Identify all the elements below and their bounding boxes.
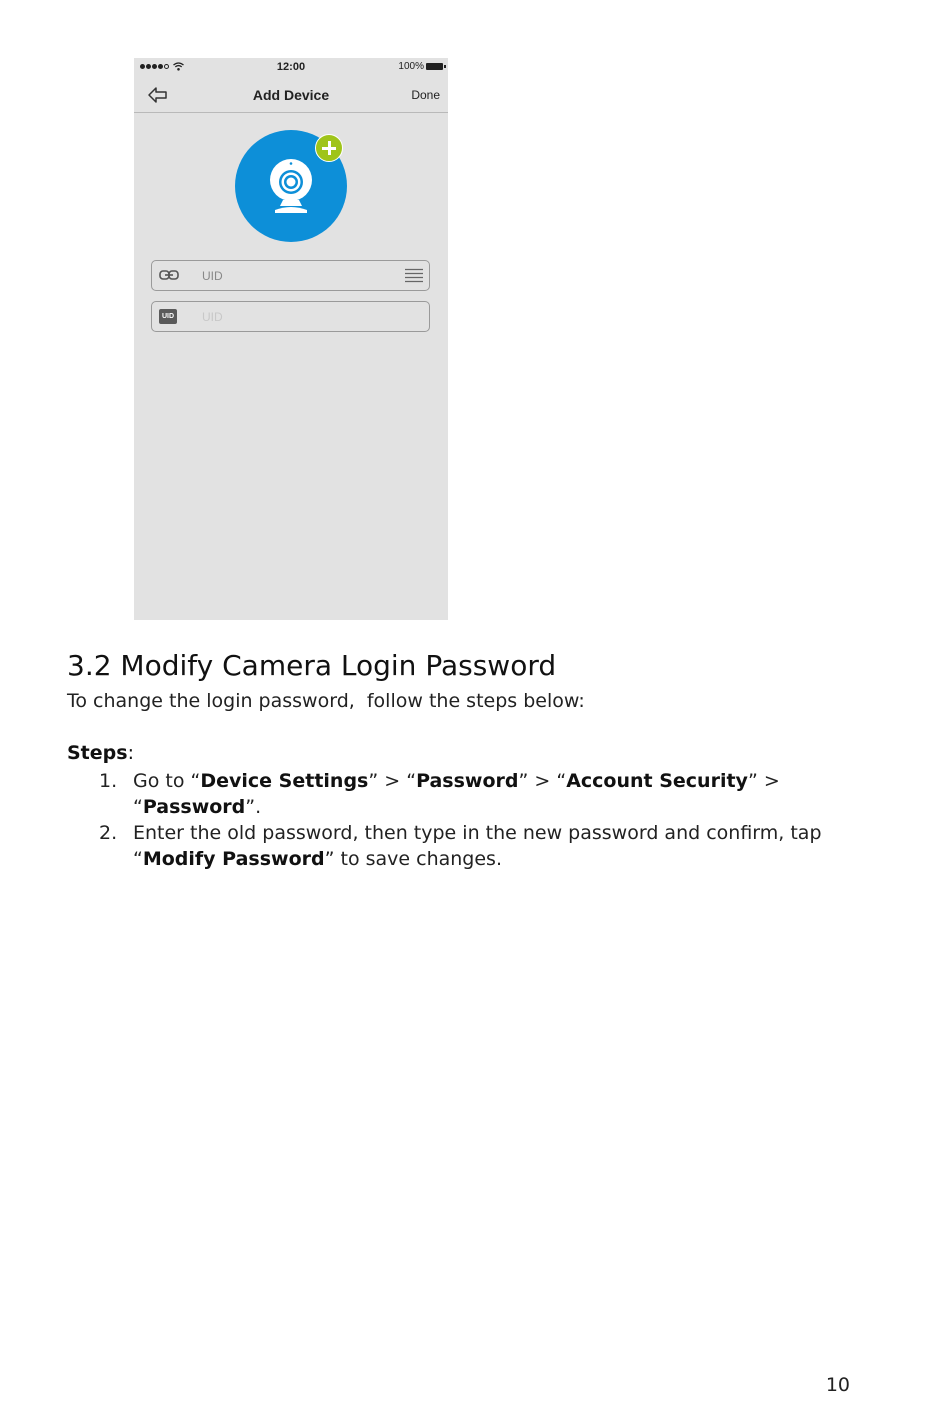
status-bar bbox=[134, 58, 448, 78]
steps-label-text: Steps bbox=[67, 742, 128, 764]
uid-input-placeholder: UID bbox=[202, 310, 223, 324]
intro-text: To change the login password, follow the steps below: bbox=[67, 690, 585, 712]
list-item bbox=[99, 768, 839, 820]
steps-label: Steps: bbox=[67, 742, 134, 764]
section-title: 3.2 Modify Camera Login Password bbox=[67, 649, 557, 682]
step-text: Enter the old password, then type in the new password and confirm, tap “Modify Password” to save changes. bbox=[133, 822, 822, 870]
nav-bar bbox=[134, 78, 448, 113]
uid-input-field[interactable] bbox=[151, 301, 430, 332]
webcam-icon bbox=[267, 158, 315, 216]
step-bold-term: Device Settings bbox=[200, 770, 369, 792]
step-text: Go to “Device Settings” > “Password” > “Account Security” > “Password”. bbox=[133, 770, 780, 818]
uid-selector-field[interactable] bbox=[151, 260, 430, 291]
battery-icon bbox=[426, 63, 443, 70]
step-number: 2. bbox=[99, 822, 118, 844]
status-time: 12:00 bbox=[276, 61, 306, 73]
phone-screenshot bbox=[134, 58, 448, 620]
step-bold-term: Password bbox=[142, 796, 246, 818]
battery-indicator bbox=[398, 61, 443, 72]
link-icon bbox=[159, 269, 179, 281]
add-plus-icon[interactable] bbox=[315, 134, 343, 162]
uid-badge-icon: UID bbox=[159, 309, 177, 324]
done-button[interactable]: Done bbox=[411, 88, 440, 102]
step-bold-term: Password bbox=[416, 770, 519, 792]
step-bold-term: Account Security bbox=[566, 770, 748, 792]
step-number: 1. bbox=[99, 770, 118, 792]
step-bold-term: Modify Password bbox=[142, 848, 325, 870]
page-number: 10 bbox=[825, 1374, 850, 1396]
page-title: Add Device bbox=[252, 87, 330, 103]
uid-field-label: UID bbox=[202, 269, 223, 283]
list-item bbox=[99, 820, 839, 872]
list-menu-icon[interactable] bbox=[405, 268, 423, 283]
battery-percent: 100% bbox=[398, 61, 424, 72]
